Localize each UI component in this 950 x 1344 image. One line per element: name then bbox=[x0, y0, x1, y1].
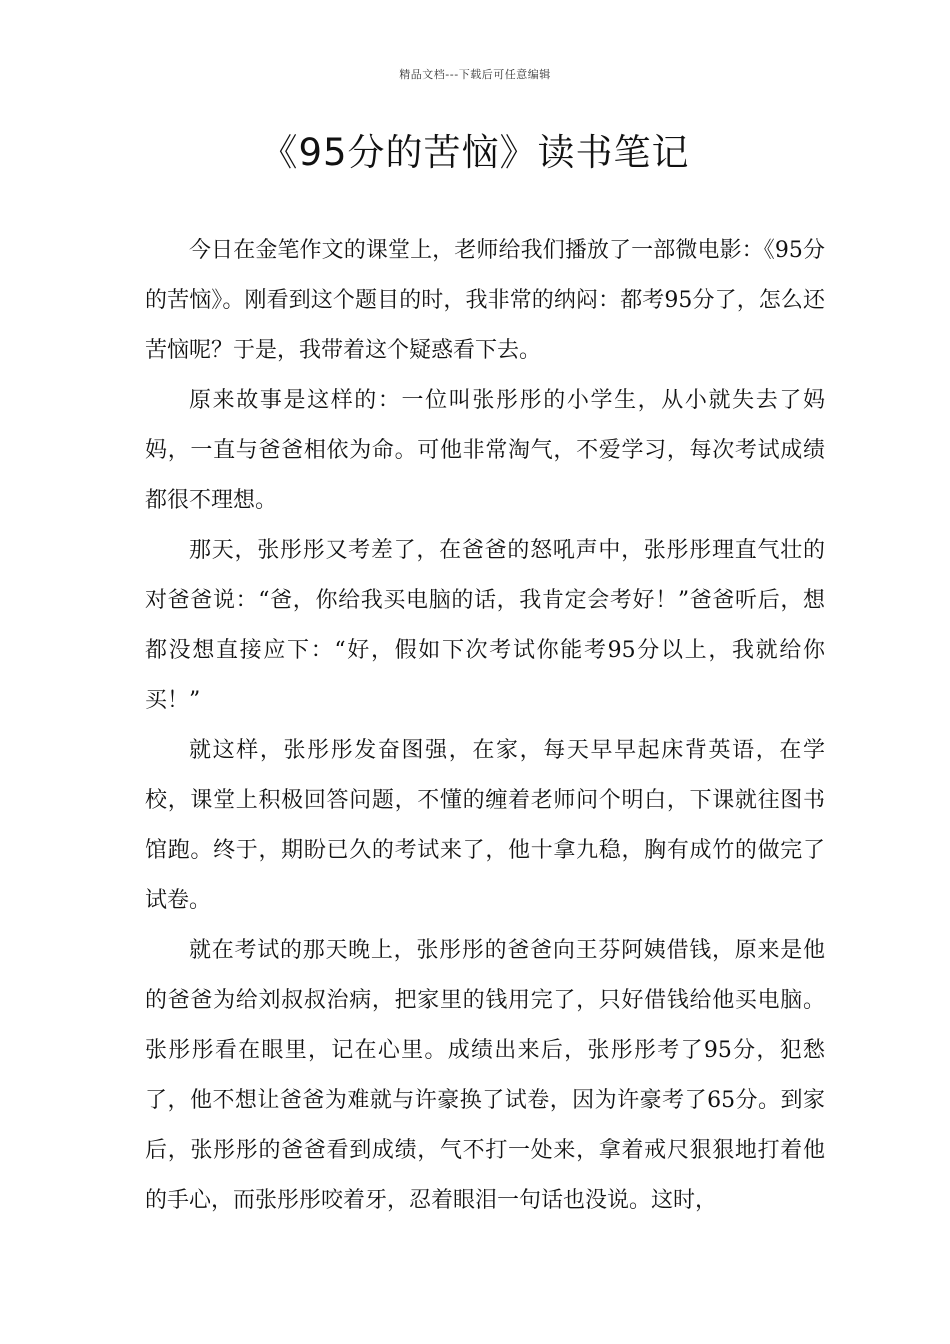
paragraph: 原来故事是这样的：一位叫张彤彤的小学生，从小就失去了妈妈，一直与爸爸相依为命。可他非常淘气，不爱学习，每次考试成绩都很不理想。 bbox=[145, 388, 825, 513]
paragraph: 就这样，张彤彤发奋图强，在家，每天早早起床背英语，在学校，课堂上积极回答问题，不懂的缠着老师问个明白，下课就往图书馆跑。终于，期盼已久的考试来了，他十拿九稳，胸有成竹的做完了试卷。 bbox=[145, 738, 825, 913]
document-title: 《95分的苦恼》读书笔记 bbox=[260, 131, 690, 174]
header-note: 精品文档---下载后可任意编辑 bbox=[399, 68, 551, 81]
document-body bbox=[145, 226, 825, 1226]
paragraph: 今日在金笔作文的课堂上，老师给我们播放了一部微电影：《95分的苦恼》。刚看到这个题目的时，我非常的纳闷：都考95分了，怎么还苦恼呢？于是，我带着这个疑惑看下去。 bbox=[145, 238, 825, 363]
paragraph: 那天，张彤彤又考差了，在爸爸的怒吼声中，张彤彤理直气壮的对爸爸说：“爸，你给我买电脑的话，我肯定会考好！”爸爸听后，想都没想直接应下：“好，假如下次考试你能考95分以上，我就给你买！” bbox=[145, 538, 825, 713]
paragraph: 就在考试的那天晚上，张彤彤的爸爸向王芬阿姨借钱，原来是他的爸爸为给刘叔叔治病，把家里的钱用完了，只好借钱给他买电脑。张彤彤看在眼里，记在心里。成绩出来后，张彤彤考了95分，犯愁了，他不想让爸爸为难就与许豪换了试卷，因为许豪考了65分。到家后，张彤彤的爸爸看到成绩，气不打一处来，拿着戒尺狠狠地打着他的手心，而张彤彤咬着牙，忍着眼泪一句话也没说。这时， bbox=[145, 938, 825, 1213]
